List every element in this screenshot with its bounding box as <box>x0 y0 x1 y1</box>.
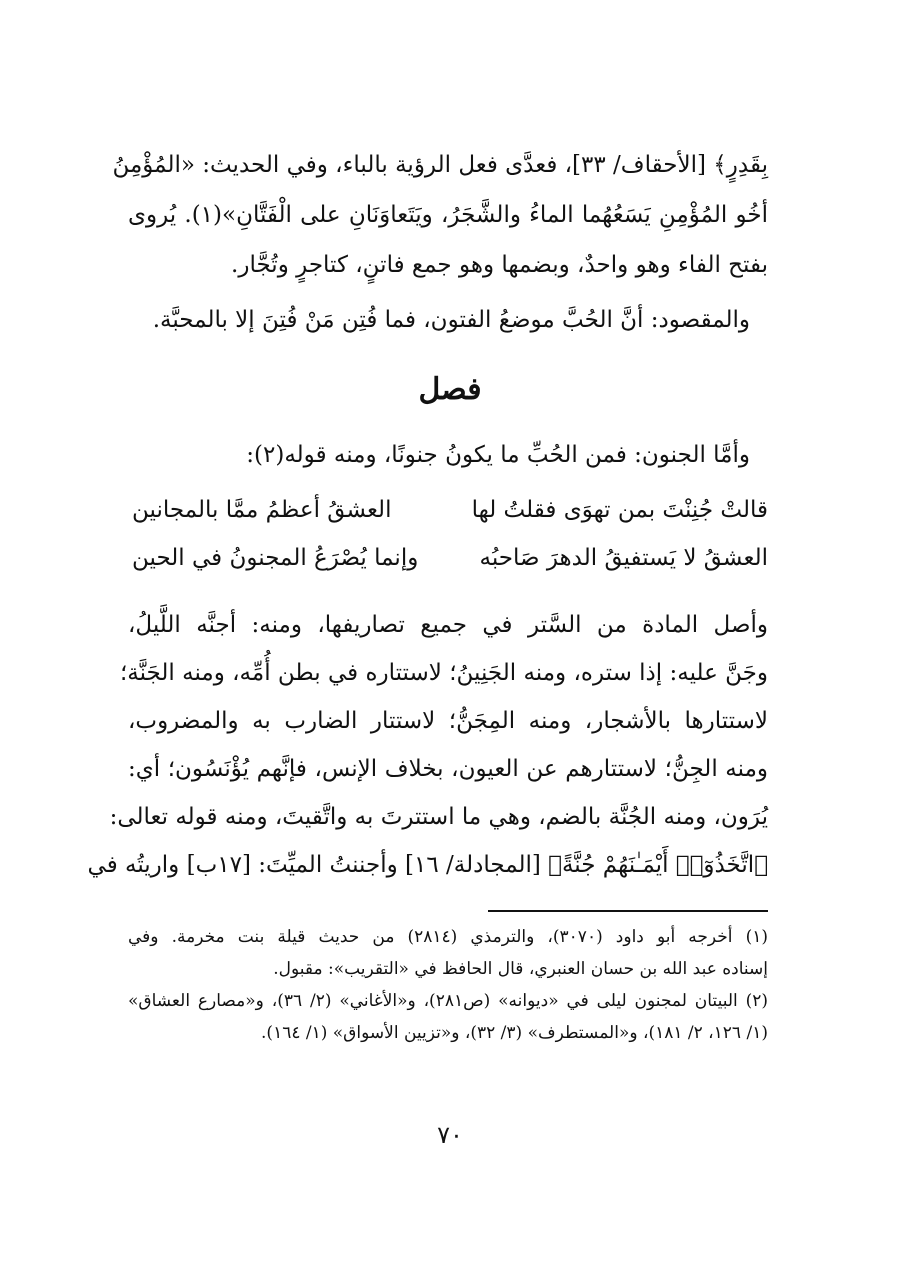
footnote-separator <box>488 910 768 912</box>
body-line: وأصل المادة من السَّتر في جميع تصاريفها، ومنه: أجنَّه اللَّيلُ، <box>128 612 768 638</box>
verse-first-hemistich: قالتْ جُنِنْتَ بمن تهوَى فقلتُ لها <box>471 497 768 523</box>
body-line: أخُو المُؤْمِنِ يَسَعُهُما الماءُ والشَّجَرُ، ويَتَعاوَنَانِ على الْفَتَّانِ»(١). يُروى <box>128 202 768 228</box>
footnote-line: (١/ ١٢٦، ٢/ ١٨١)، و«المستطرف» (٣/ ٣٢)، و«تزيين الأسواق» (١/ ١٦٤). <box>261 1023 768 1043</box>
body-line: لاستتارها بالأشجار، ومنه المِجَنُّ؛ لاستتار الضارب به والمضروب، <box>128 708 768 734</box>
body-line: ومنه الجِنُّ؛ لاستتارهم عن العيون، بخلاف الإنس، فإنَّهم يُؤْنَسُون؛ أي: <box>128 756 768 782</box>
body-line: وأمَّا الجنون: فمن الحُبِّ ما يكونُ جنونًا، ومنه قوله(٢): <box>246 442 750 468</box>
footnote-line: (١) أخرجه أبو داود (٣٠٧٠)، والترمذي (٢٨١٤) من حديث قيلة بنت مخرمة. وفي <box>128 927 768 947</box>
verse-second-hemistich: العشقُ أعظمُ ممَّا بالمجانين <box>132 497 392 523</box>
verse-second-hemistich: وإنما يُصْرَعُ المجنونُ في الحين <box>132 545 419 571</box>
page-number: ٧٠ <box>437 1121 463 1149</box>
section-heading: فصل <box>418 372 482 407</box>
body-line: وجَنَّ عليه: إذا ستره، ومنه الجَنِينُ؛ لاستتاره في بطن أُمِّه، ومنه الجَنَّة؛ <box>119 660 768 686</box>
body-line: بِقَدِرٍ﴾ [الأحقاف/ ٣٣]، فعدَّى فعل الرؤية بالباء، وفي الحديث: «المُؤْمِنُ <box>112 152 768 178</box>
body-line: بفتح الفاء وهو واحدٌ، وبضمها وهو جمع فاتنٍ، كتاجرٍ وتُجَّار. <box>231 252 768 278</box>
body-line: ﴿اتَّخَذُوٓا۟ أَيْمَـٰنَهُمْ جُنَّةً﴾ [المجادلة/ ١٦] وأجننتُ الميِّتَ: [١٧ب] واريتُه في <box>87 852 768 878</box>
verse-first-hemistich: العشقُ لا يَستفيقُ الدهرَ صَاحبُه <box>479 545 768 571</box>
body-line: يُرَون، ومنه الجُنَّة بالضم، وهي ما استترتَ به واتَّقيتَ، ومنه قوله تعالى: <box>109 804 768 830</box>
footnote-line: إسناده عبد الله بن حسان العنبري، قال الحافظ في «التقريب»: مقبول. <box>273 959 768 979</box>
body-line: والمقصود: أنَّ الحُبَّ موضعُ الفتون، فما فُتِن مَنْ فُتِنَ إلا بالمحبَّة. <box>152 307 750 333</box>
footnote-line: (٢) البيتان لمجنون ليلى في «ديوانه» (ص٢٨١)، و«الأغاني» (٢/ ٣٦)، و«مصارع العشاق» <box>128 991 768 1011</box>
